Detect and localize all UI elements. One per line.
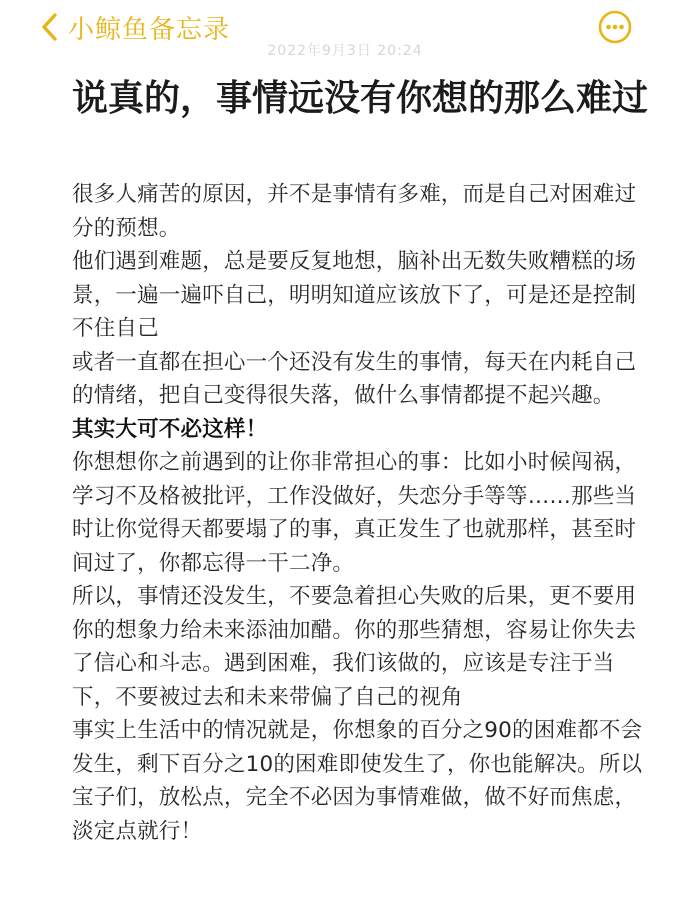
note-title: 说真的，事情远没有你想的那么难过 [72,78,649,119]
note-timestamp: 2022年9月3日 20:24 [267,43,423,59]
note-paragraph: 很多人痛苦的原因，并不是事情有多难，而是自己对困难过分的预想。 [72,182,637,241]
note-paragraph: 事实上生活中的情况就是，你想象的百分之90的困难都不会发生，剩下百分之10的困难即使发生了，你也能解决。所以宝子们，放松点，完全不必因为事情难做，做不好而焦虑，淡定点就行！ [72,718,643,844]
note-paragraph: 你想想你之前遇到的让你非常担心的事：比如小时候闯祸，学习不及格被批评，工作没做好，失恋分手等等……那些当时让你觉得天都要塌了的事，真正发生了也就那样，甚至时间过了，你都忘得一干二净。 [72,450,637,576]
note-paragraph: 或者一直都在担心一个还没有发生的事情，每天在内耗自己的情绪，把自己变得很失落，做什么事情都提不起兴趣。 [72,349,637,408]
note-paragraph: 他们遇到难题，总是要反复地想，脑补出无数失败糟糕的场景，一遍一遍吓自己，明明知道应该放下了，可是还是控制不住自己 [72,249,637,341]
note-emphasis-line: 其实大可不必这样！ [72,416,268,442]
back-label: 小鲸鱼备忘录 [68,14,231,45]
more-options-button[interactable] [598,10,632,44]
chevron-left-icon [40,12,58,42]
note-body[interactable] [72,178,652,848]
note-paragraph: 所以，事情还没发生，不要急着担心失败的后果，更不要用你的想象力给未来添油加醋。你的那些猜想，容易让你失去了信心和斗志。遇到困难，我们该做的，应该是专注于当下，不要被过去和未来带偏了自己的视角 [72,584,637,710]
